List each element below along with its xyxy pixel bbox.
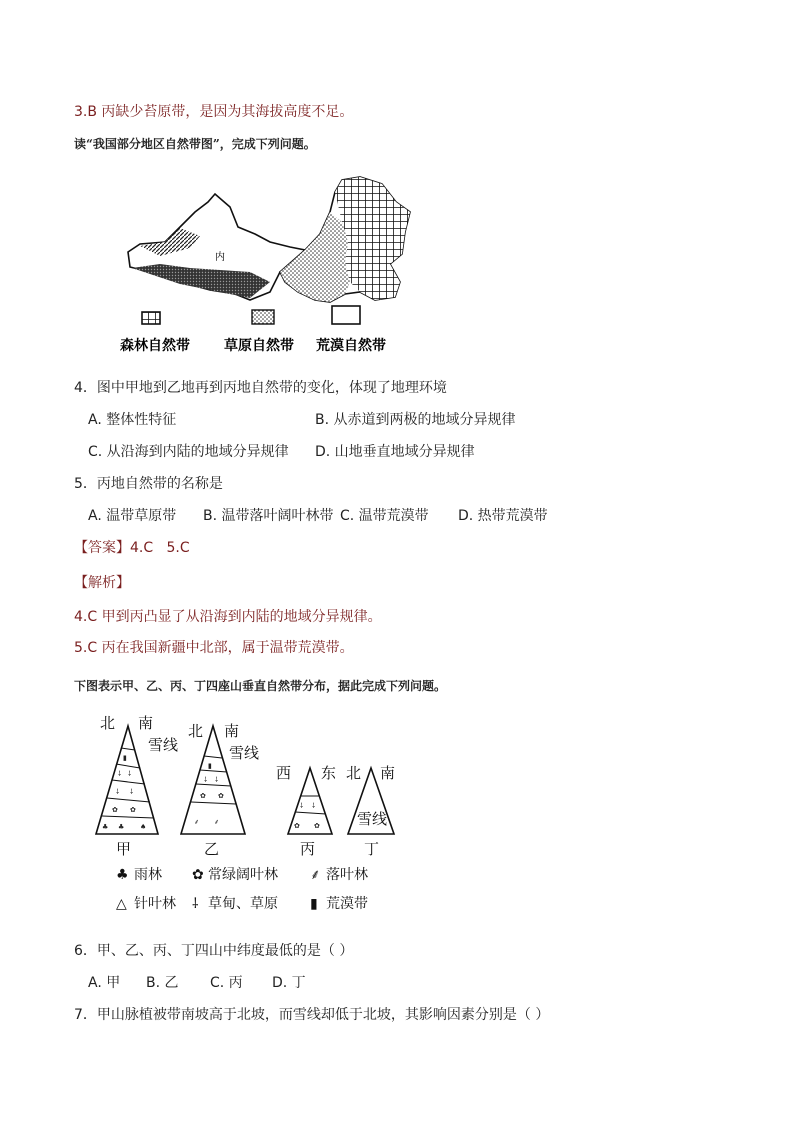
q7-stem: 7．甲山脉植被带南坡高于北坡，而雪线却低于北坡，其影响因素分别是（ ） (74, 1007, 550, 1023)
explain-line-2: 5.C 丙在我国新疆中北部，属于温带荒漠带。 (74, 640, 354, 656)
previous-analysis-line: 3.B 丙缺少苔原带，是因为其海拔高度不足。 (74, 104, 354, 120)
explain-tag: 【解析】 (74, 575, 130, 591)
svg-text:⸙: ⸙ (214, 818, 220, 826)
q6-option-a: A. 甲 (88, 975, 121, 991)
mountain-name-jia: 甲 (116, 840, 132, 858)
svg-text:♣: ♣ (102, 823, 109, 831)
desert-icon: ▮ (310, 896, 318, 912)
evergreen-broadleaf-icon: ✿ (192, 867, 204, 883)
legend-coniferous: 针叶林 (134, 896, 176, 912)
q5-option-a: A. 温带草原带 (88, 508, 177, 524)
svg-text:▮: ▮ (208, 762, 212, 770)
china-natural-zone-map (120, 172, 420, 360)
svg-text:⸸: ⸸ (130, 788, 134, 796)
coniferous-icon: △ (116, 896, 127, 912)
q6-option-b: B. 乙 (146, 975, 179, 991)
q4-option-a: A. 整体性特征 (88, 412, 177, 428)
mountain-name-bing: 丙 (300, 840, 316, 858)
legend-forest-swatch (142, 312, 160, 324)
q5-option-d: D. 热带荒漠带 (458, 508, 548, 524)
jia-snowline-label: 雪线 (148, 736, 179, 754)
svg-text:⸸: ⸸ (116, 788, 120, 796)
map-region-label: 内 (215, 252, 225, 263)
svg-text:♣: ♣ (118, 823, 125, 831)
answer-line (74, 537, 190, 557)
q6-option-c: C. 丙 (210, 975, 243, 991)
mountain-name-yi: 乙 (204, 840, 220, 858)
svg-text:⸸: ⸸ (118, 770, 122, 778)
svg-text:⸙: ⸙ (194, 818, 200, 826)
svg-text:♠: ♠ (140, 823, 147, 831)
q4-stem: 4．图中甲地到乙地再到丙地自然带的变化，体现了地理环境 (74, 380, 447, 396)
svg-text:✿: ✿ (130, 806, 136, 814)
svg-text:⸸: ⸸ (215, 776, 219, 784)
meadow-grassland-icon: ⸸ (192, 896, 199, 912)
explain-line-1: 4.C 甲到丙凸显了从沿海到内陆的地域分异规律。 (74, 609, 382, 625)
q4-option-b: B. 从赤道到两极的地域分异规律 (315, 412, 516, 428)
legend-desert-label: 荒漠自然带 (316, 338, 386, 354)
mountain-yi (181, 726, 245, 834)
svg-text:✿: ✿ (314, 822, 320, 830)
yi-south-label: 南 (224, 722, 240, 740)
q4-option-d: D. 山地垂直地域分异规律 (315, 444, 475, 460)
svg-text:⸸: ⸸ (204, 776, 208, 784)
rainforest-icon: ♣ (116, 867, 129, 883)
ding-south-label: 南 (380, 764, 396, 782)
legend-desert-swatch (332, 306, 360, 324)
bing-west-label: 西 (276, 764, 292, 782)
legend-rainforest: 雨林 (134, 867, 162, 883)
q4-option-c: C. 从沿海到内陆的地域分异规律 (88, 444, 289, 460)
jia-north-label: 北 (100, 714, 116, 732)
ding-north-label: 北 (346, 764, 362, 782)
legend-deciduous: 落叶林 (326, 867, 368, 883)
jia-south-label: 南 (138, 714, 154, 732)
svg-text:▮: ▮ (123, 754, 127, 762)
svg-text:✿: ✿ (112, 806, 118, 814)
q5-option-b: B. 温带落叶阔叶林带 (203, 508, 334, 524)
q5-stem: 5．丙地自然带的名称是 (74, 476, 223, 492)
svg-text:⸸: ⸸ (300, 802, 304, 810)
svg-text:⸸: ⸸ (128, 770, 132, 778)
q6-option-d: D. 丁 (272, 975, 306, 991)
yi-snowline-label: 雪线 (229, 744, 260, 762)
yi-north-label: 北 (188, 722, 204, 740)
mountain-zones-figure (88, 712, 418, 922)
map-intro: 读“我国部分地区自然带图”，完成下列问题。 (74, 137, 316, 151)
mountain-name-ding: 丁 (364, 840, 380, 858)
legend-evergreen-broadleaf: 常绿阔叶林 (208, 867, 278, 883)
mountain-intro: 下图表示甲、乙、丙、丁四座山垂直自然带分布，据此完成下列问题。 (74, 679, 447, 693)
q5-option-c: C. 温带荒漠带 (340, 508, 429, 524)
legend-desert: 荒漠带 (326, 896, 368, 912)
legend-grassland-label: 草原自然带 (224, 338, 294, 354)
bing-east-label: 东 (321, 764, 337, 782)
legend-meadow-grassland: 草甸、草原 (208, 896, 278, 912)
deciduous-icon: ⸙ (310, 867, 321, 883)
answer-text: 4.C 5.C (130, 540, 190, 556)
svg-text:⸸: ⸸ (312, 802, 316, 810)
ding-snowline-label: 雪线 (357, 810, 388, 828)
answer-tag: 【答案】 (74, 540, 130, 556)
svg-text:✿: ✿ (294, 822, 300, 830)
legend-grassland-swatch (252, 310, 274, 324)
svg-text:✿: ✿ (200, 792, 206, 800)
q6-stem: 6．甲、乙、丙、丁四山中纬度最低的是（ ） (74, 943, 354, 959)
legend-forest-label: 森林自然带 (120, 338, 190, 354)
svg-text:✿: ✿ (218, 792, 224, 800)
